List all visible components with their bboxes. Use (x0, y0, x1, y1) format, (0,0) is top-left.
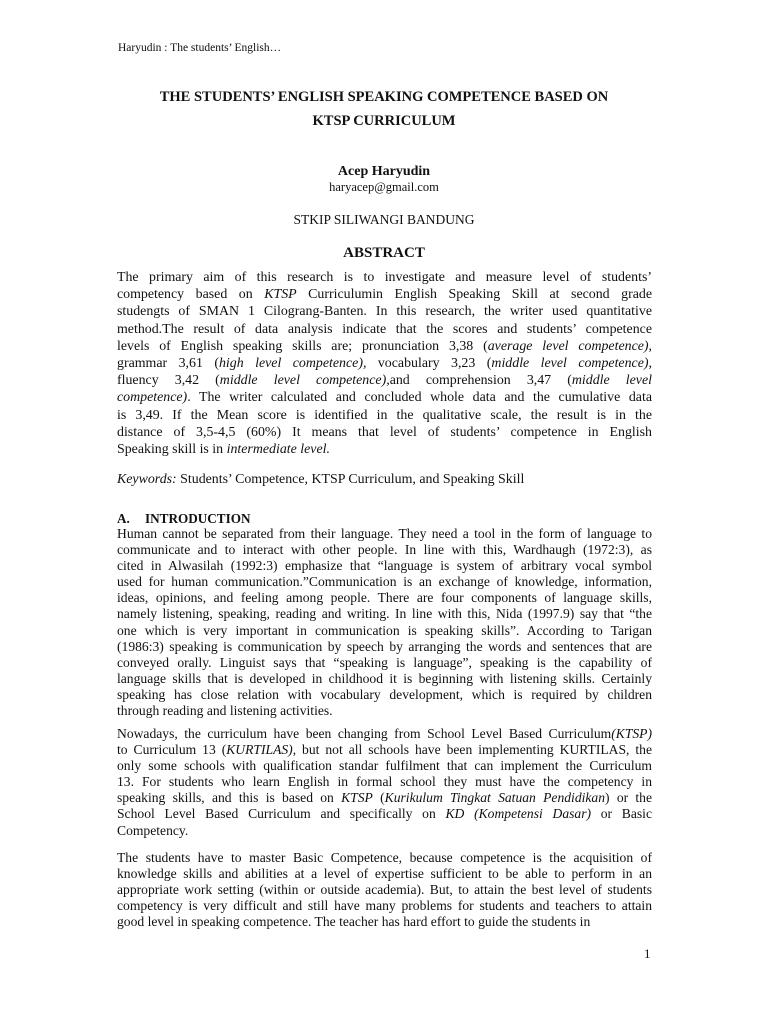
text-run: used for human communication.”Communication is an exchange of knowledge, information, (117, 574, 652, 590)
text-line (117, 806, 652, 822)
text-run: distance of 3,5-4,5 (60%) It means that level of students’ competence in English (117, 424, 652, 440)
text-run: good level in speaking competence. The teacher has hard effort to guide the students in (117, 914, 591, 930)
paragraph-1 (117, 526, 652, 719)
text-run: studengts of SMAN 1 Cilograng-Banten. In this research, the writer used quantitative (117, 304, 652, 320)
text-line (117, 671, 652, 687)
italic-text: KTSP (341, 790, 373, 806)
paragraph-3 (117, 850, 652, 930)
text-line (117, 703, 652, 719)
italic-text: Kurikulum Tingkat Satuan Pendidikan (384, 790, 606, 806)
text-run: cited in Alwasilah (1992:3) emphasize that “language is system of arbitrary vocal symbol (117, 558, 652, 574)
text-line (117, 726, 652, 742)
italic-text: competence) (117, 390, 188, 406)
italic-text: intermediate level. (226, 441, 330, 457)
text-line (117, 441, 652, 458)
text-run: namely listening, speaking, reading and writing. In line with this, Nida (1997.9) say that “the (117, 606, 652, 622)
text-run: ) or the (605, 790, 652, 806)
text-run: The primary aim of this research is to investigate and measure level of students’ (117, 270, 652, 285)
author-name: Acep Haryudin (337, 164, 431, 179)
text-run: communicate and to interact with other people. In line with this, Wardhaugh (1972:3), as (117, 542, 652, 558)
text-run: vocabulary 3,23 ( (366, 355, 492, 371)
text-run: Human cannot be separated from their language. They need a tool in the form of language to (117, 526, 652, 541)
keywords-label: Keywords: (117, 472, 177, 487)
text-line (117, 850, 652, 866)
text-line (117, 303, 652, 320)
text-line (117, 639, 652, 655)
text-run: Speaking skill is in (117, 441, 227, 457)
text-line (117, 526, 652, 542)
text-run: ( (372, 790, 385, 806)
text-line (117, 866, 652, 882)
text-line (117, 590, 652, 606)
keywords-text: Students’ Competence, KTSP Curriculum, and Speaking Skill (176, 472, 525, 487)
italic-text: middle level competence), (219, 373, 390, 389)
text-line (117, 742, 652, 758)
text-line (117, 286, 652, 303)
text-line (117, 389, 652, 406)
text-run: through reading and listening activities. (117, 703, 333, 719)
text-run: only some schools with qualification standar fulfilment that can implement the Curriculum (117, 758, 652, 774)
text-run: ideas, opinions, and feeling among people. There are four components of language skills, (117, 590, 652, 606)
text-run: 13. For students who learn English in formal school they must have the competency in (117, 774, 652, 790)
text-line (117, 823, 652, 839)
text-line (117, 774, 652, 790)
text-line (117, 321, 652, 338)
text-line (117, 655, 652, 671)
page-number: 1 (644, 946, 651, 961)
italic-text: middle level competence) (491, 355, 649, 371)
text-line (117, 882, 652, 898)
text-run: fluency 3,42 ( (117, 373, 220, 389)
text-run: grammar 3,61 ( (117, 355, 219, 371)
italic-text: middle level (571, 373, 652, 389)
italic-text: KD (Kompetensi Dasar) (445, 806, 592, 822)
keywords (117, 472, 524, 488)
text-line (117, 424, 652, 441)
abstract-body (117, 269, 652, 458)
text-run: The students have to master Basic Competence, because competence is the acquisition of (117, 850, 652, 865)
italic-text: average level competence), (487, 338, 652, 354)
italic-text: (KTSP) (611, 726, 652, 741)
text-run: competency based on (117, 287, 265, 303)
text-line (117, 542, 652, 558)
text-run: to Curriculum 13 ( (117, 742, 227, 758)
text-run: language skills that is developed in childhood it is beginning with listening skills. Certainly (117, 670, 652, 686)
text-run: appropriate work setting (within or outside academia). But, to attain the best level of students (117, 882, 652, 898)
text-line (117, 898, 652, 914)
text-line (117, 687, 652, 703)
running-head: Haryudin : The students’ English… (118, 42, 282, 54)
section-number: A. (117, 511, 130, 526)
text-run: and comprehension 3,47 ( (389, 373, 572, 389)
text-run: , (648, 355, 652, 371)
section-title: INTRODUCTION (145, 511, 251, 526)
text-run: method.The result of data analysis indicate that the scores and students’ competence (117, 321, 652, 337)
text-run: speaking has close relation with vocabulary development, which is required by children (117, 686, 652, 702)
text-run: one which is very important in communication is speaking skills”. According to Tarigan (117, 622, 652, 638)
text-run: Curriculumin English Speaking Skill at second grade (296, 287, 652, 303)
institution: STKIP SILIWANGI BANDUNG (293, 212, 475, 227)
text-line (117, 758, 652, 774)
paper-title-line-1: THE STUDENTS’ ENGLISH SPEAKING COMPETENCE BASED ON (159, 89, 609, 105)
author-email: haryacep@gmail.com (329, 180, 439, 194)
text-run: competency is very difficult and still have many problems for students and teachers to attain (117, 898, 652, 914)
text-line (117, 269, 652, 286)
text-run: knowledge skills and abilities at a level of expertise sufficient to be able to perform in an (117, 866, 652, 882)
text-line (117, 606, 652, 622)
italic-text: KURTILAS) (226, 742, 293, 758)
text-run: School Level Based Curriculum and specifically on (117, 806, 446, 822)
text-run: levels of English speaking skills are; pronunciation 3,38 ( (117, 338, 488, 354)
section-heading-introduction (117, 511, 251, 527)
italic-text: high level competence), (218, 355, 367, 371)
paper-title-line-2: KTSP CURRICULUM (312, 113, 456, 129)
text-line (117, 558, 652, 574)
text-line (117, 623, 652, 639)
text-line (117, 338, 652, 355)
text-line (117, 574, 652, 590)
text-run: Competency. (117, 822, 189, 838)
text-run: speaking skills, and this is based on (117, 790, 342, 806)
text-run: or Basic (591, 806, 652, 822)
text-run: Nowadays, the curriculum have been changing from School Level Based Curriculum (117, 726, 612, 741)
text-line (117, 355, 652, 372)
italic-text: KTSP (264, 287, 297, 303)
paragraph-2 (117, 726, 652, 839)
text-run: , but not all schools have been implementing KURTILAS, the (292, 742, 652, 758)
text-line (117, 914, 652, 930)
text-line (117, 407, 652, 424)
text-line (117, 790, 652, 806)
abstract-heading: ABSTRACT (343, 245, 425, 261)
text-line (117, 372, 652, 389)
text-run: (1986:3) speaking is communication by speech by arranging the words and sentences that are (117, 638, 652, 654)
text-run: is 3,49. If the Mean score is identified in the qualitative scale, the result is in the (117, 407, 652, 423)
text-run: conveyed orally. Linguist says that “speaking is language”, speaking is the capability of (117, 654, 652, 670)
text-run: . The writer calculated and concluded whole data and the cumulative data (187, 390, 652, 406)
